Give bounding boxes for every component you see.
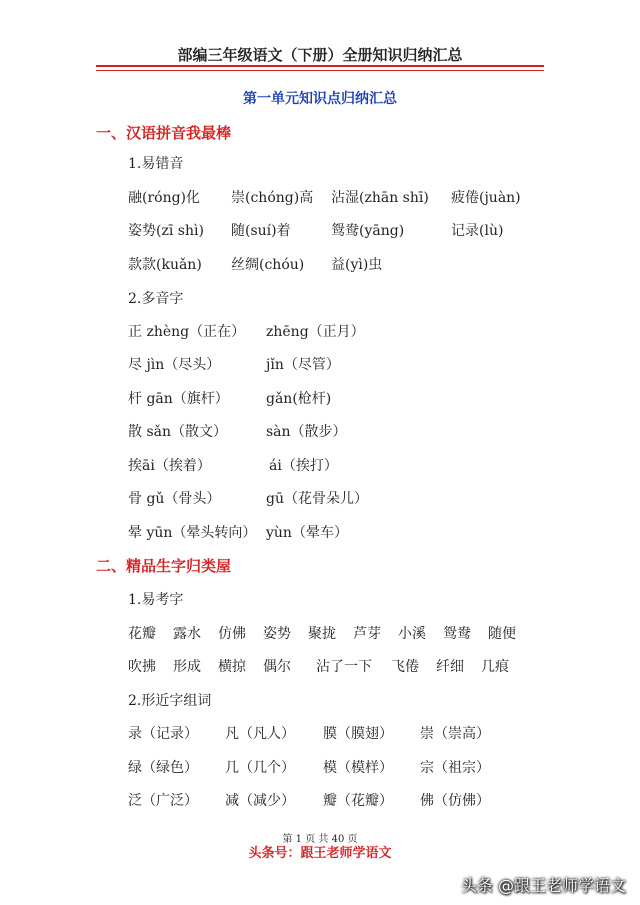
word-item: 芦芽: [353, 626, 381, 642]
polyphone-reading: 骨 gǔ（骨头）: [128, 491, 221, 507]
word-item: 记录(lù): [451, 223, 504, 239]
title-rule-thin: [96, 70, 544, 71]
polyphone-row: [0, 522, 640, 542]
word-item: 花瓣: [128, 626, 156, 642]
polyphone-reading: 挨āi（挨着）: [128, 458, 211, 474]
polyphone-reading: jǐn（尽管）: [266, 357, 340, 373]
similar-char-item: 佛（仿佛）: [420, 793, 490, 809]
word-item: 偶尔: [263, 659, 291, 675]
word-item: 鸳鸯(yāng): [331, 223, 405, 239]
similar-char-row: [0, 790, 640, 810]
title-rule-thick: [96, 65, 544, 67]
similar-char-item: 模（模样）: [323, 760, 393, 776]
word-item: 纤细: [436, 659, 464, 675]
polyphone-reading: yùn（晕车）: [266, 525, 348, 541]
polyphone-reading: 正 zhèng（正在）: [128, 324, 246, 340]
polyphone-row: [0, 388, 640, 408]
polyphone-row: [0, 455, 640, 475]
polyphone-reading: zhēng（正月）: [266, 324, 365, 340]
word-item: 露水: [173, 626, 201, 642]
section2-sub2-label: 2.形近字组词: [128, 693, 212, 709]
polyphone-reading: 尽 jìn（尽头）: [128, 357, 221, 373]
word-item: 飞倦: [391, 659, 419, 675]
similar-char-item: 瓣（花瓣）: [323, 793, 393, 809]
polyphone-row: [0, 488, 640, 508]
pinyin-row: [0, 220, 640, 240]
pinyin-row: [0, 254, 640, 274]
word-row: [0, 623, 640, 643]
similar-char-item: 泛（广泛）: [128, 793, 198, 809]
word-item: 融(róng)化: [128, 190, 201, 206]
polyphone-reading: sàn（散步）: [266, 424, 347, 440]
word-item: 随便: [488, 626, 516, 642]
word-item: 仿佛: [218, 626, 246, 642]
watermark: 头条 @跟王老师学语文: [460, 876, 626, 895]
similar-char-item: 凡（凡人）: [225, 726, 295, 742]
word-item: 款款(kuǎn): [128, 257, 202, 273]
section2-heading: 二、精品生字归类屋: [96, 557, 232, 575]
section1-sub1-label: 1.易错音: [128, 156, 184, 172]
word-item: 崇(chóng)高: [231, 190, 314, 206]
similar-char-row: [0, 757, 640, 777]
similar-char-item: 宗（祖宗）: [420, 760, 490, 776]
similar-char-item: 崇（崇高）: [420, 726, 490, 742]
polyphone-reading: gū（花骨朵儿）: [266, 491, 368, 507]
unit-title: 第一单元知识点归纳汇总: [243, 91, 397, 107]
word-item: 横掠: [218, 659, 246, 675]
similar-char-item: 录（记录）: [128, 726, 198, 742]
word-item: 姿势(zī shì): [128, 223, 204, 239]
page-title: 部编三年级语文（下册）全册知识归纳汇总: [177, 46, 463, 64]
polyphone-reading: 杆 gān（旗杆）: [128, 391, 229, 407]
word-row: [0, 656, 640, 676]
polyphone-reading: 散 sǎn（散文）: [128, 424, 227, 440]
similar-char-item: 绿（绿色）: [128, 760, 198, 776]
word-item: 疲倦(juàn): [451, 190, 521, 206]
word-item: 随(suí)着: [231, 223, 291, 239]
polyphone-row: [0, 321, 640, 341]
similar-char-item: 减（减少）: [225, 793, 295, 809]
polyphone-row: [0, 354, 640, 374]
similar-char-row: [0, 723, 640, 743]
polyphone-reading: gǎn(枪杆): [266, 391, 332, 407]
polyphone-reading: ái（挨打）: [269, 458, 338, 474]
word-item: 鸳鸯: [443, 626, 471, 642]
section1-sub2-label: 2.多音字: [128, 291, 184, 307]
word-item: 姿势: [263, 626, 291, 642]
similar-char-item: 膜（膜翅）: [323, 726, 393, 742]
word-item: 聚拢: [308, 626, 336, 642]
section1-heading: 一、汉语拼音我最棒: [96, 124, 232, 142]
word-item: 小溪: [398, 626, 426, 642]
word-item: 沾了一下: [316, 659, 372, 675]
polyphone-row: [0, 421, 640, 441]
polyphone-reading: 晕 yūn（晕头转向）: [128, 525, 257, 541]
footer-brand: 头条号：跟王老师学语文: [248, 846, 392, 861]
similar-char-item: 几（几个）: [225, 760, 295, 776]
word-item: 形成: [173, 659, 201, 675]
word-item: 丝绸(chóu): [231, 257, 305, 273]
pinyin-row: [0, 187, 640, 207]
word-item: 沾湿(zhān shī): [331, 190, 429, 206]
word-item: 益(yì)虫: [331, 257, 383, 273]
section2-sub1-label: 1.易考字: [128, 592, 184, 608]
word-item: 几痕: [481, 659, 509, 675]
page-number: 第 1 页 共 40 页: [282, 834, 358, 845]
word-item: 吹拂: [128, 659, 156, 675]
